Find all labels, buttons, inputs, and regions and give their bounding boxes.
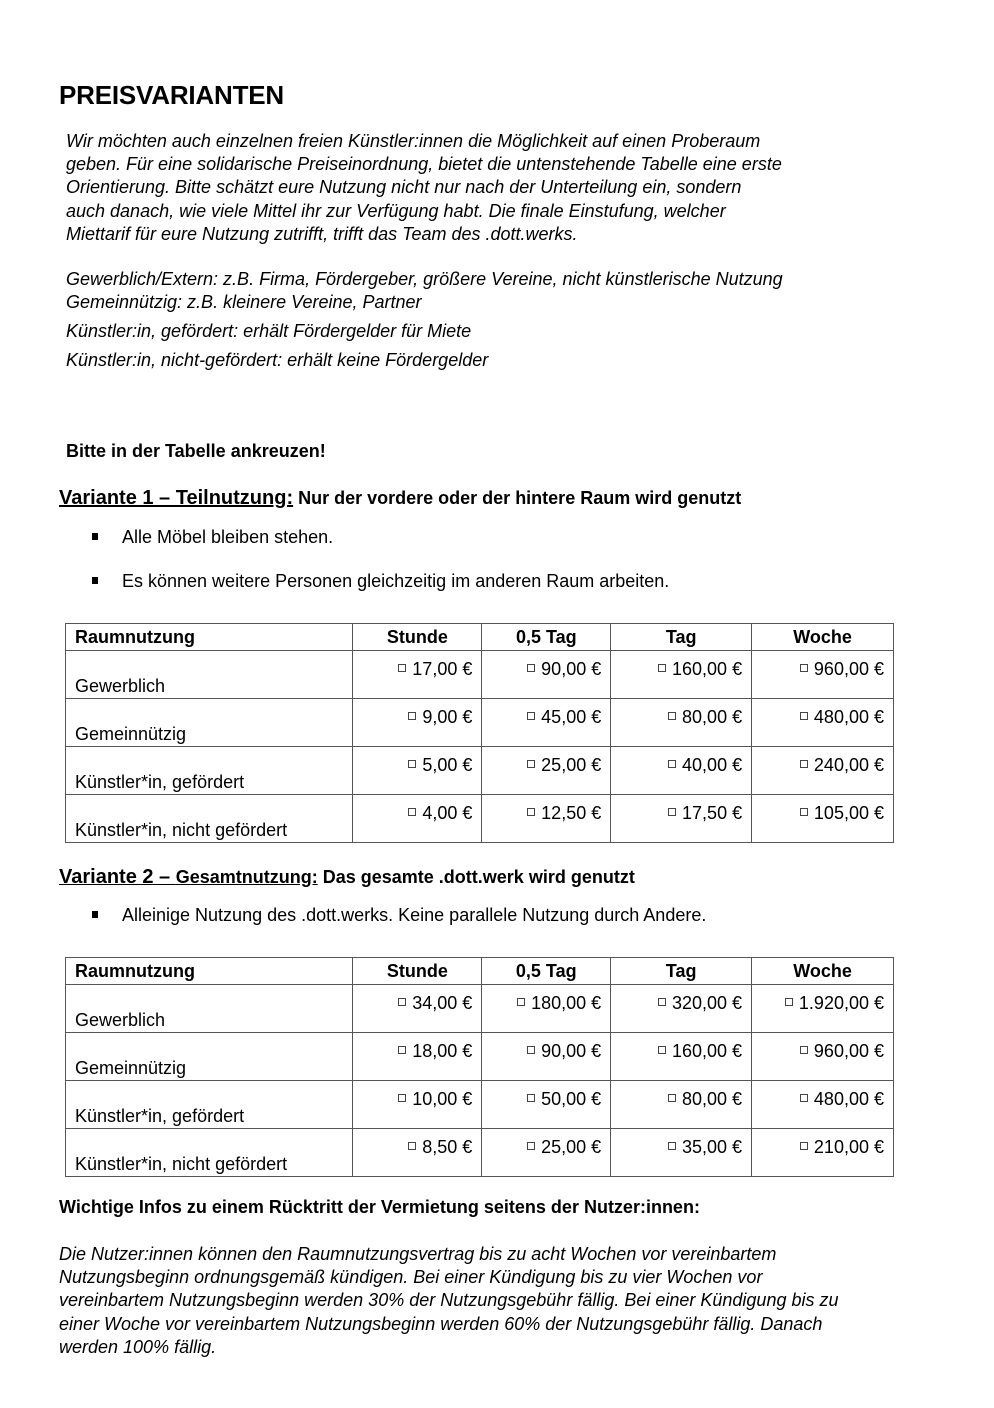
price-value: 105,00 € bbox=[813, 803, 884, 823]
price-cell[interactable] bbox=[353, 747, 482, 795]
intro-line: Wir möchten auch einzelnen freien Künstler:innen die Möglichkeit auf einen Proberaum bbox=[66, 131, 761, 151]
price-value: 960,00 € bbox=[813, 1041, 884, 1061]
checkbox-icon[interactable] bbox=[527, 712, 535, 720]
checkbox-icon[interactable] bbox=[398, 1046, 406, 1054]
checkbox-icon[interactable] bbox=[658, 1046, 666, 1054]
header-stunde: Stunde bbox=[353, 958, 482, 985]
price-cell[interactable] bbox=[611, 651, 752, 699]
price-cell[interactable] bbox=[752, 985, 894, 1033]
price-value: 480,00 € bbox=[813, 707, 884, 727]
price-value: 1.920,00 € bbox=[798, 993, 884, 1013]
checkbox-icon[interactable] bbox=[668, 808, 676, 816]
price-value: 180,00 € bbox=[531, 993, 602, 1013]
table-row bbox=[66, 795, 894, 843]
cancellation-heading: Wichtige Infos zu einem Rücktritt der Vermietung seitens der Nutzer:innen: bbox=[59, 1197, 700, 1217]
checkbox-icon[interactable] bbox=[785, 998, 793, 1006]
checkbox-icon[interactable] bbox=[408, 712, 416, 720]
variant-2-number: Variante 2 – bbox=[59, 866, 176, 888]
variant-1-price-table bbox=[65, 623, 894, 843]
checkbox-icon[interactable] bbox=[398, 998, 406, 1006]
instruction-note: Bitte in der Tabelle ankreuzen! bbox=[66, 441, 326, 461]
price-value: 480,00 € bbox=[813, 1089, 884, 1109]
price-value: 210,00 € bbox=[813, 1137, 884, 1157]
bullet-text: Alleinige Nutzung des .dott.werks. Keine parallele Nutzung durch Andere. bbox=[122, 905, 707, 925]
checkbox-icon[interactable] bbox=[668, 1094, 676, 1102]
header-raumnutzung: Raumnutzung bbox=[66, 958, 353, 985]
cancellation-line: Nutzungsbeginn ordnungsgemäß kündigen. Bei einer Kündigung bis zu vier Wochen vor bbox=[59, 1267, 763, 1288]
checkbox-icon[interactable] bbox=[800, 1094, 808, 1102]
checkbox-icon[interactable] bbox=[800, 808, 808, 816]
row-label: Gemeinnützig bbox=[66, 699, 353, 747]
variant-2-label bbox=[59, 867, 318, 887]
intro-line: geben. Für eine solidarische Preiseinordnung, bietet die untenstehende Tabelle eine erste bbox=[66, 154, 782, 175]
price-cell[interactable] bbox=[482, 1081, 611, 1129]
bullet-item bbox=[92, 571, 669, 592]
table-header-row bbox=[66, 958, 894, 985]
checkbox-icon[interactable] bbox=[658, 664, 666, 672]
bullet-square-icon bbox=[92, 533, 98, 540]
price-value: 320,00 € bbox=[671, 993, 743, 1013]
price-cell[interactable] bbox=[611, 795, 752, 843]
price-cell[interactable] bbox=[752, 1081, 894, 1129]
price-value: 34,00 € bbox=[412, 993, 473, 1013]
definition-nonprofit: Gemeinnützig: z.B. kleinere Vereine, Partner bbox=[66, 292, 422, 312]
variant-2-type: Gesamtnutzung: bbox=[175, 867, 318, 887]
price-value: 90,00 € bbox=[541, 1041, 602, 1061]
price-cell[interactable] bbox=[752, 1033, 894, 1081]
checkbox-icon[interactable] bbox=[527, 1094, 535, 1102]
price-value: 17,50 € bbox=[682, 803, 743, 823]
table-row bbox=[66, 699, 894, 747]
checkbox-icon[interactable] bbox=[527, 808, 535, 816]
checkbox-icon[interactable] bbox=[517, 998, 525, 1006]
bullet-square-icon bbox=[92, 911, 98, 918]
row-label: Künstler*in, gefördert bbox=[66, 747, 353, 795]
price-cell[interactable] bbox=[611, 985, 752, 1033]
checkbox-icon[interactable] bbox=[658, 998, 666, 1006]
cancellation-line: werden 100% fällig. bbox=[59, 1336, 217, 1357]
price-value: 4,00 € bbox=[422, 803, 473, 823]
header-woche: Woche bbox=[752, 958, 894, 985]
intro-paragraph bbox=[66, 130, 906, 246]
table-row bbox=[66, 1033, 894, 1081]
cancellation-line: vereinbartem Nutzungsbeginn werden 30% der Nutzungsgebühr fällig. Bei einer Kündigung bis zu bbox=[59, 1290, 839, 1311]
price-value: 35,00 € bbox=[682, 1137, 743, 1157]
table-row bbox=[66, 1129, 894, 1177]
bullet-item bbox=[92, 905, 706, 926]
header-halbtag: 0,5 Tag bbox=[482, 958, 611, 985]
intro-line: Orientierung. Bitte schätzt eure Nutzung nicht nur nach der Unterteilung ein, sondern bbox=[66, 177, 742, 198]
price-value: 50,00 € bbox=[541, 1089, 602, 1109]
cancellation-line: Die Nutzer:innen können den Raumnutzungsvertrag bis zu acht Wochen vor vereinbartem bbox=[59, 1244, 777, 1264]
price-value: 10,00 € bbox=[412, 1089, 473, 1109]
checkbox-icon[interactable] bbox=[408, 760, 416, 768]
price-cell[interactable] bbox=[611, 1033, 752, 1081]
price-value: 90,00 € bbox=[541, 659, 602, 679]
price-value: 40,00 € bbox=[682, 755, 743, 775]
price-value: 25,00 € bbox=[541, 755, 602, 775]
header-woche: Woche bbox=[752, 624, 894, 651]
header-tag: Tag bbox=[611, 958, 752, 985]
price-value: 25,00 € bbox=[541, 1137, 602, 1157]
price-cell[interactable] bbox=[482, 699, 611, 747]
definition-artist-funded: Künstler:in, gefördert: erhält Fördergelder für Miete bbox=[66, 321, 472, 341]
price-cell[interactable] bbox=[752, 1129, 894, 1177]
price-cell[interactable] bbox=[353, 795, 482, 843]
checkbox-icon[interactable] bbox=[668, 712, 676, 720]
variant-1-label: Variante 1 – Teilnutzung: bbox=[59, 487, 294, 509]
row-label: Gewerblich bbox=[66, 985, 353, 1033]
intro-line: Miettarif für eure Nutzung zutrifft, trifft das Team des .dott.werks. bbox=[66, 223, 578, 244]
price-cell[interactable] bbox=[482, 795, 611, 843]
cancellation-paragraph bbox=[59, 1243, 939, 1359]
price-cell[interactable] bbox=[611, 747, 752, 795]
price-cell[interactable] bbox=[482, 747, 611, 795]
checkbox-icon[interactable] bbox=[800, 1046, 808, 1054]
variant-2-description: Das gesamte .dott.werk wird genutzt bbox=[317, 867, 635, 887]
price-cell[interactable] bbox=[353, 1129, 482, 1177]
header-tag: Tag bbox=[611, 624, 752, 651]
price-value: 80,00 € bbox=[682, 1089, 743, 1109]
price-cell[interactable] bbox=[482, 1129, 611, 1177]
price-cell[interactable] bbox=[611, 1129, 752, 1177]
definition-artist-unfunded: Künstler:in, nicht-gefördert: erhält keine Fördergelder bbox=[66, 350, 489, 370]
price-cell[interactable] bbox=[353, 985, 482, 1033]
table-row bbox=[66, 985, 894, 1033]
checkbox-icon[interactable] bbox=[408, 1142, 416, 1150]
variant-2-heading bbox=[59, 866, 635, 889]
row-label: Gemeinnützig bbox=[66, 1033, 353, 1081]
row-label: Gewerblich bbox=[66, 651, 353, 699]
bullet-square-icon bbox=[92, 577, 98, 584]
header-stunde: Stunde bbox=[353, 624, 482, 651]
variant-1-heading bbox=[59, 487, 741, 510]
table-row bbox=[66, 747, 894, 795]
price-value: 8,50 € bbox=[422, 1137, 473, 1157]
table-header-row bbox=[66, 624, 894, 651]
price-cell[interactable] bbox=[353, 1081, 482, 1129]
header-halbtag: 0,5 Tag bbox=[482, 624, 611, 651]
bullet-text: Alle Möbel bleiben stehen. bbox=[122, 527, 334, 547]
price-value: 17,00 € bbox=[412, 659, 473, 679]
checkbox-icon[interactable] bbox=[408, 808, 416, 816]
checkbox-icon[interactable] bbox=[800, 664, 808, 672]
checkbox-icon[interactable] bbox=[668, 1142, 676, 1150]
checkbox-icon[interactable] bbox=[527, 1142, 535, 1150]
price-value: 12,50 € bbox=[541, 803, 602, 823]
price-value: 160,00 € bbox=[672, 659, 743, 679]
price-cell[interactable] bbox=[752, 795, 894, 843]
price-cell[interactable] bbox=[353, 1033, 482, 1081]
cancellation-line: einer Woche vor vereinbartem Nutzungsbeginn werden 60% der Nutzungsgebühr fällig. Danach bbox=[59, 1313, 823, 1334]
definition-commercial: Gewerblich/Extern: z.B. Firma, Fördergeber, größere Vereine, nicht künstlerische Nutzung bbox=[66, 269, 783, 289]
price-value: 45,00 € bbox=[541, 707, 602, 727]
price-value: 160,00 € bbox=[671, 1041, 743, 1061]
table-row bbox=[66, 651, 894, 699]
page-title: PREISVARIANTEN bbox=[59, 80, 284, 110]
price-cell[interactable] bbox=[353, 699, 482, 747]
variant-1-description: Nur der vordere oder der hintere Raum wird genutzt bbox=[293, 488, 742, 508]
price-value: 80,00 € bbox=[682, 707, 743, 727]
price-value: 18,00 € bbox=[412, 1041, 473, 1061]
price-cell[interactable] bbox=[353, 651, 482, 699]
variant-2-price-table bbox=[65, 957, 894, 1177]
checkbox-icon[interactable] bbox=[398, 664, 406, 672]
checkbox-icon[interactable] bbox=[527, 664, 535, 672]
price-value: 5,00 € bbox=[422, 755, 473, 775]
price-value: 240,00 € bbox=[813, 755, 884, 775]
checkbox-icon[interactable] bbox=[527, 1046, 535, 1054]
price-cell[interactable] bbox=[752, 651, 894, 699]
header-raumnutzung: Raumnutzung bbox=[66, 624, 353, 651]
row-label: Künstler*in, nicht gefördert bbox=[66, 1129, 353, 1177]
bullet-text: Es können weitere Personen gleichzeitig im anderen Raum arbeiten. bbox=[122, 571, 670, 591]
intro-line: auch danach, wie viele Mittel ihr zur Verfügung habt. Die finale Einstufung, welcher bbox=[66, 200, 726, 221]
price-value: 9,00 € bbox=[422, 707, 473, 727]
price-cell[interactable] bbox=[611, 1081, 752, 1129]
checkbox-icon[interactable] bbox=[800, 1142, 808, 1150]
price-cell[interactable] bbox=[482, 651, 611, 699]
price-cell[interactable] bbox=[752, 699, 894, 747]
checkbox-icon[interactable] bbox=[668, 760, 676, 768]
bullet-item bbox=[92, 527, 333, 548]
checkbox-icon[interactable] bbox=[800, 712, 808, 720]
price-cell[interactable] bbox=[482, 1033, 611, 1081]
price-cell[interactable] bbox=[752, 747, 894, 795]
table-row bbox=[66, 1081, 894, 1129]
price-value: 960,00 € bbox=[813, 659, 884, 679]
checkbox-icon[interactable] bbox=[527, 760, 535, 768]
row-label: Künstler*in, gefördert bbox=[66, 1081, 353, 1129]
row-label: Künstler*in, nicht gefördert bbox=[66, 795, 353, 843]
checkbox-icon[interactable] bbox=[398, 1094, 406, 1102]
price-cell[interactable] bbox=[482, 985, 611, 1033]
price-cell[interactable] bbox=[611, 699, 752, 747]
checkbox-icon[interactable] bbox=[800, 760, 808, 768]
